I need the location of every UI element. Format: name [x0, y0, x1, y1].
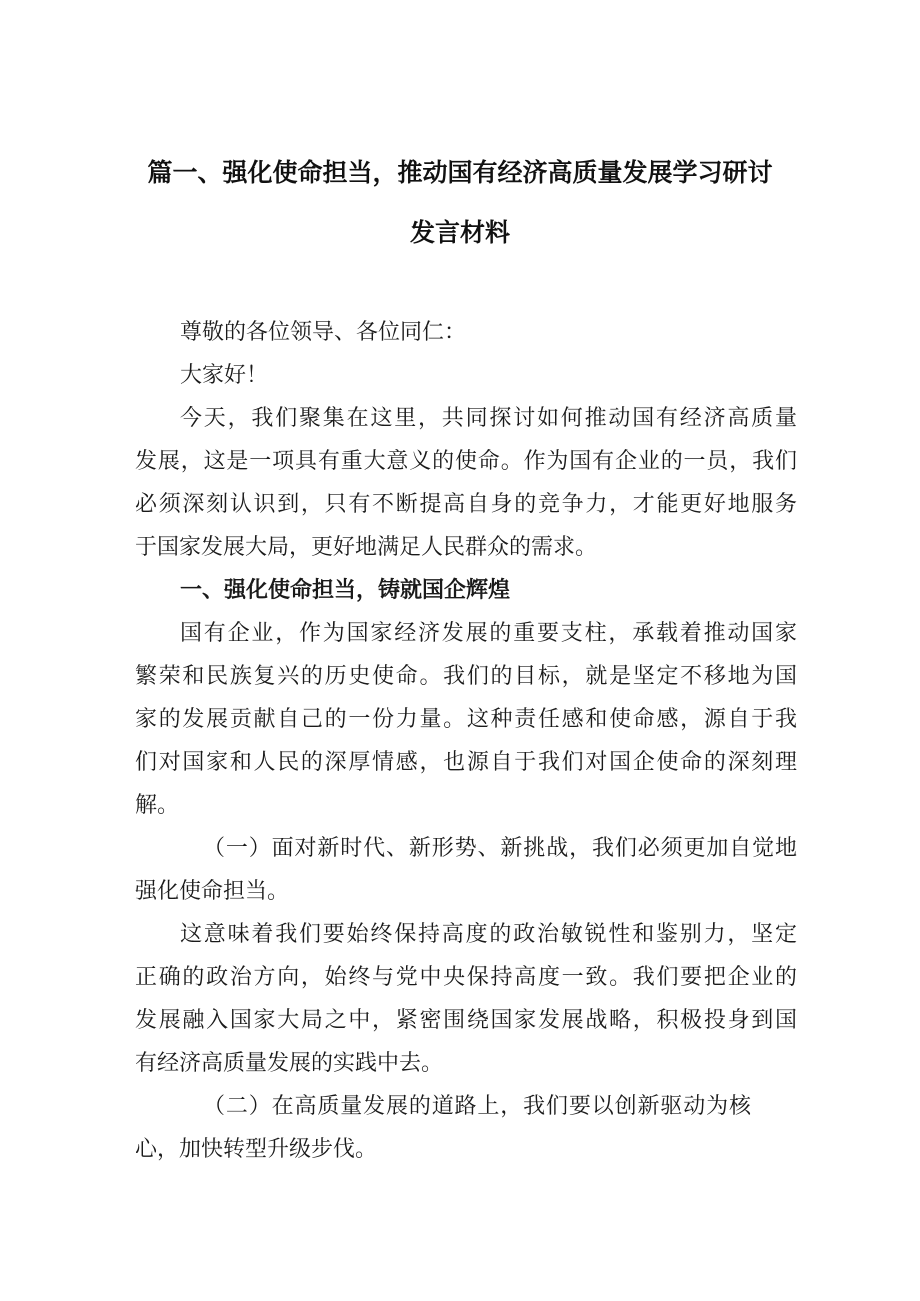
- document-title-line-2: 发言材料: [409, 218, 510, 247]
- section-1-line: 解。: [135, 793, 180, 818]
- greeting: 大家好！: [180, 363, 269, 388]
- section-1-line: 家的发展贡献自己的一份力量。这种责任感和使命感，源自于我: [135, 707, 797, 732]
- section-1-line: 繁荣和民族复兴的历史使命。我们的目标，就是坚定不移地为国: [135, 664, 797, 689]
- section-1-heading: 一、强化使命担当，铸就国企辉煌: [180, 578, 511, 603]
- intro-line: 于国家发展大局，更好地满足人民群众的需求。: [135, 535, 598, 560]
- salutation: 尊敬的各位领导、各位同仁：: [180, 320, 467, 345]
- subsection-1-heading-line: 强化使命担当。: [135, 879, 290, 904]
- intro-line: 必须深刻认识到，只有不断提高自身的竞争力，才能更好地服务: [135, 492, 797, 517]
- subsection-1-heading-line: （一）面对新时代、新形势、新挑战，我们必须更加自觉地: [203, 836, 797, 861]
- subsection-1-line: 正确的政治方向，始终与党中央保持高度一致。我们要把企业的: [135, 965, 797, 990]
- subsection-1-line: 发展融入国家大局之中，紧密围绕国家发展战略，积极投身到国: [135, 1008, 797, 1033]
- section-1-line: 们对国家和人民的深厚情感，也源自于我们对国企使命的深刻理: [135, 750, 797, 775]
- section-1-line: 国有企业，作为国家经济发展的重要支柱，承载着推动国家: [180, 621, 797, 646]
- intro-line: 今天，我们聚集在这里，共同探讨如何推动国有经济高质量: [180, 406, 797, 431]
- subsection-2-heading-line: 心，加快转型升级步伐。: [135, 1137, 378, 1162]
- subsection-1-line: 这意味着我们要始终保持高度的政治敏锐性和鉴别力，坚定: [180, 922, 797, 947]
- document-title-line-1: 篇一、强化使命担当，推动国有经济高质量发展学习研讨: [147, 158, 773, 187]
- intro-line: 发展，这是一项具有重大意义的使命。作为国有企业的一员，我们: [135, 449, 797, 474]
- subsection-1-line: 有经济高质量发展的实践中去。: [135, 1051, 444, 1076]
- subsection-2-heading-line: （二）在高质量发展的道路上，我们要以创新驱动为核: [203, 1094, 751, 1119]
